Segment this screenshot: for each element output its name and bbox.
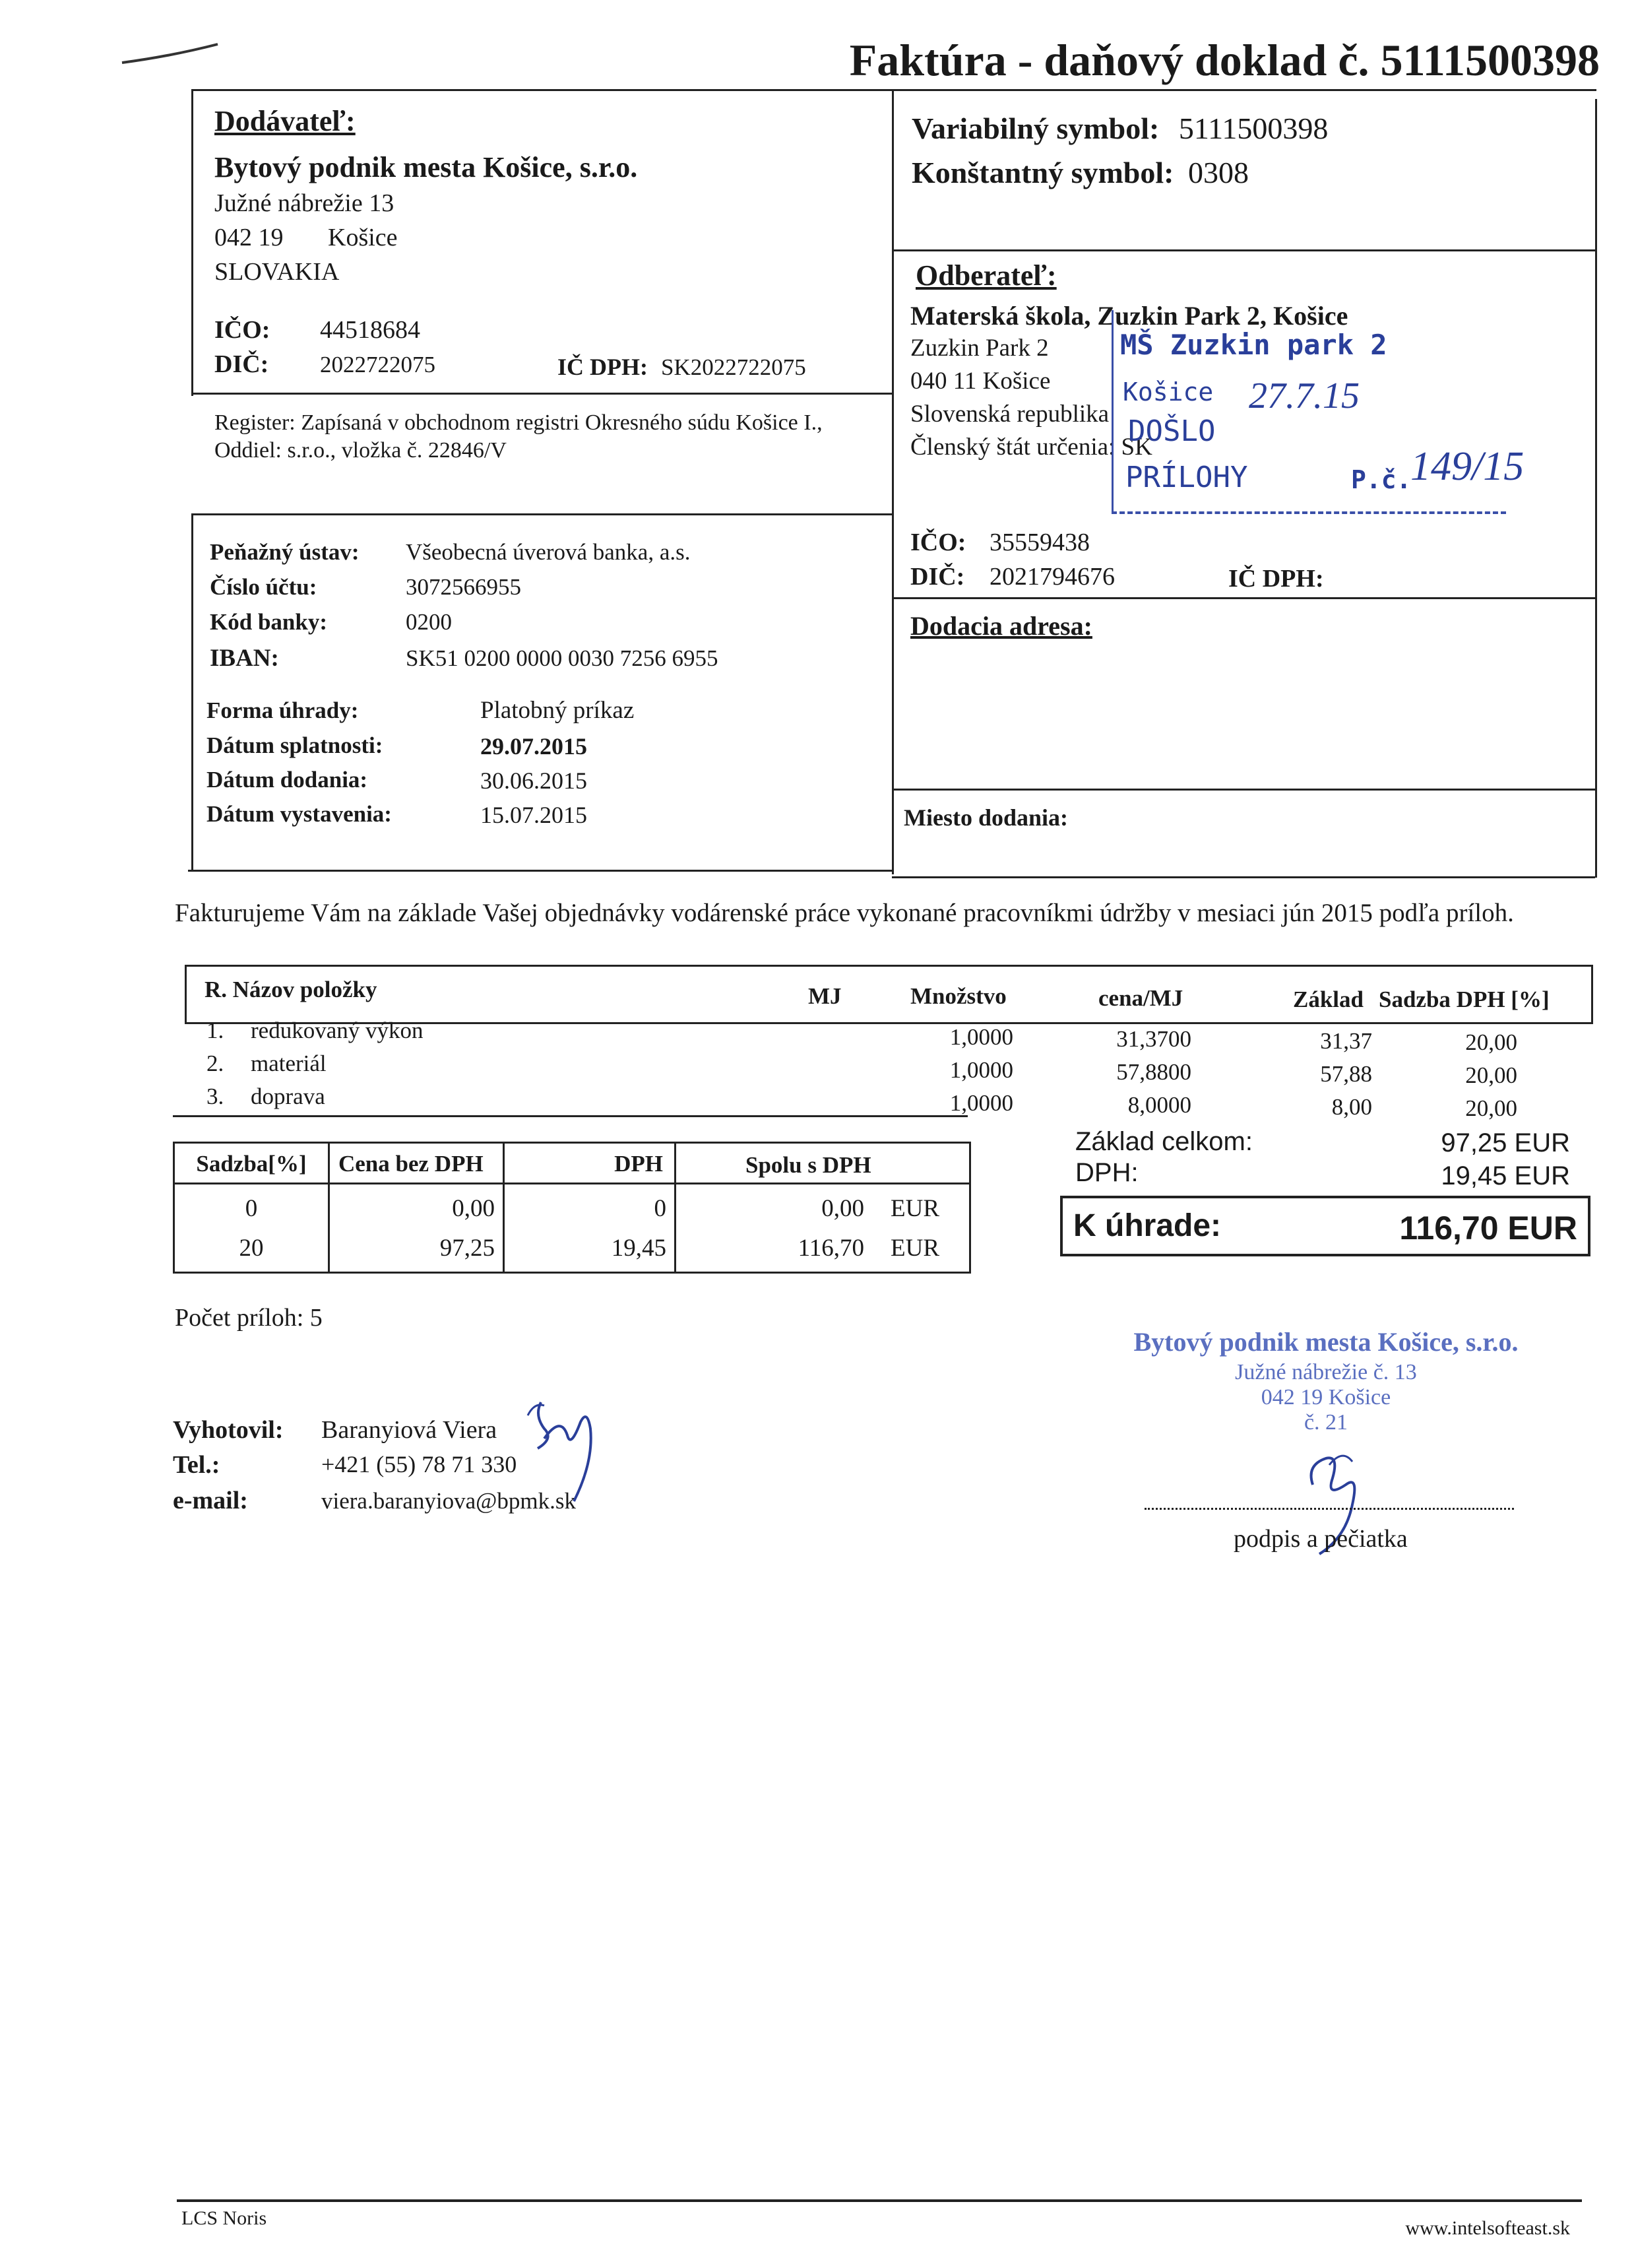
pen-mark — [119, 36, 224, 69]
footer-rule — [177, 2199, 1582, 2202]
vat-row-net: 0,00 — [452, 1195, 495, 1222]
customer-ico-label: IČO: — [910, 529, 966, 556]
vat-col-vat: DPH — [614, 1151, 663, 1177]
vat-summary-table — [173, 1142, 971, 1274]
bank-name: Všeobecná úverová banka, a.s. — [406, 539, 691, 565]
frame-line — [188, 870, 894, 872]
footer-right: www.intelsofteast.sk — [1405, 2217, 1570, 2239]
company-stamp-street: Južné nábrežie č. 13 — [1235, 1360, 1417, 1384]
registry-number-label: P.č. — [1351, 465, 1412, 494]
item-row-qty: 1,0000 — [949, 1024, 1013, 1050]
issuer-label: Vyhotovil: — [173, 1416, 284, 1444]
issue-date: 15.07.2015 — [480, 802, 587, 828]
items-col-name: R. Názov položky — [204, 977, 377, 1002]
supplier-register: Register: Zapísaná v obchodnom registri Okresného súdu Košice I., Oddiel: s.r.o., vložka č. 22846/V — [214, 410, 823, 463]
signature-label: podpis a pečiatka — [1234, 1525, 1408, 1553]
invoice-title: Faktúra - daňový doklad č. 5111500398 — [849, 35, 1600, 85]
issuer-name: Baranyiová Viera — [321, 1416, 497, 1444]
account-label: Číslo účtu: — [210, 574, 317, 600]
frame-line — [892, 597, 1595, 599]
item-row-rate: 20,00 — [1465, 1095, 1517, 1121]
payment-form: Platobný príkaz — [480, 697, 635, 724]
delivery-place-label: Miesto dodania: — [904, 804, 1069, 831]
total-vat: 19,45 EUR — [1441, 1161, 1570, 1190]
delivery-date: 30.06.2015 — [480, 767, 587, 794]
frame-line — [892, 876, 1595, 878]
supplier-icdph-label: IČ DPH: — [557, 354, 648, 380]
frame-line — [892, 249, 1595, 251]
frame-line — [1595, 99, 1597, 878]
items-col-base: Základ — [1293, 987, 1364, 1012]
item-row-no: 3. — [206, 1084, 224, 1109]
supplier-zip: 042 19 — [214, 224, 284, 251]
item-row-qty: 1,0000 — [949, 1090, 1013, 1116]
item-row-base: 8,00 — [1331, 1094, 1372, 1120]
vat-row-rate: 0 — [245, 1195, 258, 1222]
delivery-address-label: Dodacia adresa: — [910, 611, 1092, 641]
vat-col-net: Cena bez DPH — [338, 1151, 484, 1177]
variable-symbol-label: Variabilný symbol: — [912, 112, 1160, 145]
frame-line — [191, 513, 892, 515]
item-row-name: materiál — [251, 1051, 327, 1076]
supplier-street: Južné nábrežie 13 — [214, 189, 394, 217]
supplier-ico: 44518684 — [320, 316, 420, 344]
item-row-price: 57,8800 — [1116, 1059, 1191, 1085]
customer-icdph-label: IČ DPH: — [1228, 565, 1324, 593]
item-row-no: 1. — [206, 1018, 224, 1043]
registry-number: 149/15 — [1410, 444, 1525, 489]
frame-line — [892, 89, 894, 874]
constant-symbol: 0308 — [1187, 156, 1249, 189]
received-stamp-line2: Košice — [1123, 377, 1214, 406]
total-base: 97,25 EUR — [1441, 1128, 1570, 1157]
item-row-base: 31,37 — [1320, 1028, 1372, 1054]
table-rule — [173, 1115, 968, 1117]
item-row-base: 57,88 — [1320, 1061, 1372, 1087]
amount-due: 116,70 EUR — [1399, 1210, 1577, 1247]
payment-form-label: Forma úhrady: — [206, 697, 359, 723]
item-row-price: 8,0000 — [1127, 1092, 1191, 1118]
account-number: 3072566955 — [406, 574, 521, 600]
vat-table-rule — [175, 1183, 970, 1184]
supplier-country: SLOVAKIA — [214, 258, 340, 286]
customer-name: Materská škola, Zuzkin Park 2, Košice — [910, 301, 1348, 331]
vat-row-net: 97,25 — [439, 1235, 495, 1262]
vat-row-currency: EUR — [891, 1195, 939, 1222]
vat-table-rule — [175, 1142, 970, 1144]
issuer-signature — [515, 1376, 627, 1508]
intro-text: Fakturujeme Vám na základe Vašej objednávky vodárenské práce vykonané pracovníkmi údržby v mesiaci jún 2015 podľa príloh. — [175, 899, 1514, 927]
customer-zip-city: 040 11 Košice — [910, 368, 1051, 395]
email-label: e-mail: — [173, 1487, 248, 1514]
due-date: 29.07.2015 — [480, 733, 587, 760]
item-row-rate: 20,00 — [1465, 1029, 1517, 1055]
item-row-name: doprava — [251, 1084, 325, 1109]
received-label: DOŠLO — [1128, 414, 1216, 448]
due-date-label: Dátum splatnosti: — [206, 732, 383, 758]
delivery-date-label: Dátum dodania: — [206, 767, 368, 793]
attachments-count: Počet príloh: 5 — [175, 1304, 323, 1332]
supplier-name: Bytový podnik mesta Košice, s.r.o. — [214, 151, 638, 183]
vat-row-currency: EUR — [891, 1235, 939, 1262]
received-stamp — [1112, 310, 1525, 514]
email: viera.baranyiova@bpmk.sk — [321, 1488, 577, 1514]
customer-heading: Odberateľ: — [916, 259, 1057, 292]
items-col-unit: MJ — [808, 983, 842, 1009]
supplier-ico-label: IČO: — [214, 316, 270, 344]
item-row-qty: 1,0000 — [949, 1057, 1013, 1083]
items-col-rate: Sadzba DPH [%] — [1379, 987, 1550, 1012]
frame-line — [892, 789, 1595, 791]
item-row-no: 2. — [206, 1051, 224, 1076]
vat-row-rate: 20 — [239, 1235, 264, 1262]
supplier-icdph: SK2022722075 — [661, 354, 806, 380]
customer-country: Slovenská republika — [910, 401, 1110, 428]
frame-line — [191, 393, 892, 395]
vat-row-vat: 19,45 — [611, 1235, 666, 1262]
supplier-dic-label: DIČ: — [214, 350, 269, 378]
attachments-label: PRÍLOHY — [1125, 461, 1248, 494]
vat-table-rule — [328, 1142, 330, 1274]
customer-dic-label: DIČ: — [910, 563, 965, 591]
vat-row-total: 0,00 — [821, 1195, 864, 1222]
company-stamp — [1121, 1326, 1530, 1435]
amount-due-box — [1060, 1196, 1590, 1256]
bank-label: Peňažný ústav: — [210, 539, 360, 565]
total-vat-label: DPH: — [1075, 1158, 1139, 1187]
customer-street: Zuzkin Park 2 — [910, 335, 1049, 362]
item-row-name: redukovaný výkon — [251, 1018, 424, 1043]
tel: +421 (55) 78 71 330 — [321, 1451, 517, 1477]
received-date: 27.7.15 — [1249, 375, 1360, 416]
received-stamp-line1: MŠ Zuzkin park 2 — [1120, 329, 1387, 361]
items-col-qty: Množstvo — [910, 983, 1007, 1009]
bank-code-label: Kód banky: — [210, 609, 327, 635]
company-stamp-name: Bytový podnik mesta Košice, s.r.o. — [1133, 1327, 1519, 1357]
frame-line — [191, 89, 1596, 91]
signature-line — [1145, 1508, 1514, 1510]
footer-left: LCS Noris — [181, 2207, 267, 2229]
company-stamp-number: č. 21 — [1304, 1410, 1348, 1435]
constant-symbol-label: Konštantný symbol: — [912, 156, 1174, 189]
iban: SK51 0200 0000 0030 7256 6955 — [406, 645, 718, 671]
vat-col-rate: Sadzba[%] — [196, 1151, 307, 1177]
item-row-price: 31,3700 — [1116, 1026, 1191, 1052]
supplier-city: Košice — [328, 224, 398, 251]
variable-symbol: 5111500398 — [1178, 112, 1329, 145]
tel-label: Tel.: — [173, 1451, 220, 1479]
vat-col-total: Spolu s DPH — [745, 1152, 871, 1178]
amount-due-label: K úhrade: — [1073, 1208, 1222, 1243]
item-row-rate: 20,00 — [1465, 1062, 1517, 1088]
vat-row-total: 116,70 — [798, 1235, 864, 1262]
total-base-label: Základ celkom: — [1075, 1127, 1253, 1156]
supplier-dic: 2022722075 — [320, 352, 435, 377]
items-col-price: cena/MJ — [1098, 985, 1183, 1011]
iban-label: IBAN: — [210, 645, 279, 672]
frame-line — [191, 513, 193, 870]
company-stamp-city: 042 19 Košice — [1261, 1385, 1391, 1409]
frame-line — [191, 89, 193, 396]
customer-dic: 2021794676 — [990, 563, 1115, 591]
supplier-heading: Dodávateľ: — [214, 105, 356, 137]
issue-date-label: Dátum vystavenia: — [206, 801, 392, 827]
bank-code: 0200 — [406, 609, 452, 635]
vat-row-vat: 0 — [654, 1195, 666, 1222]
customer-ico: 35559438 — [990, 529, 1090, 556]
customer-member-state: Členský štát určenia: SK — [910, 434, 1152, 461]
